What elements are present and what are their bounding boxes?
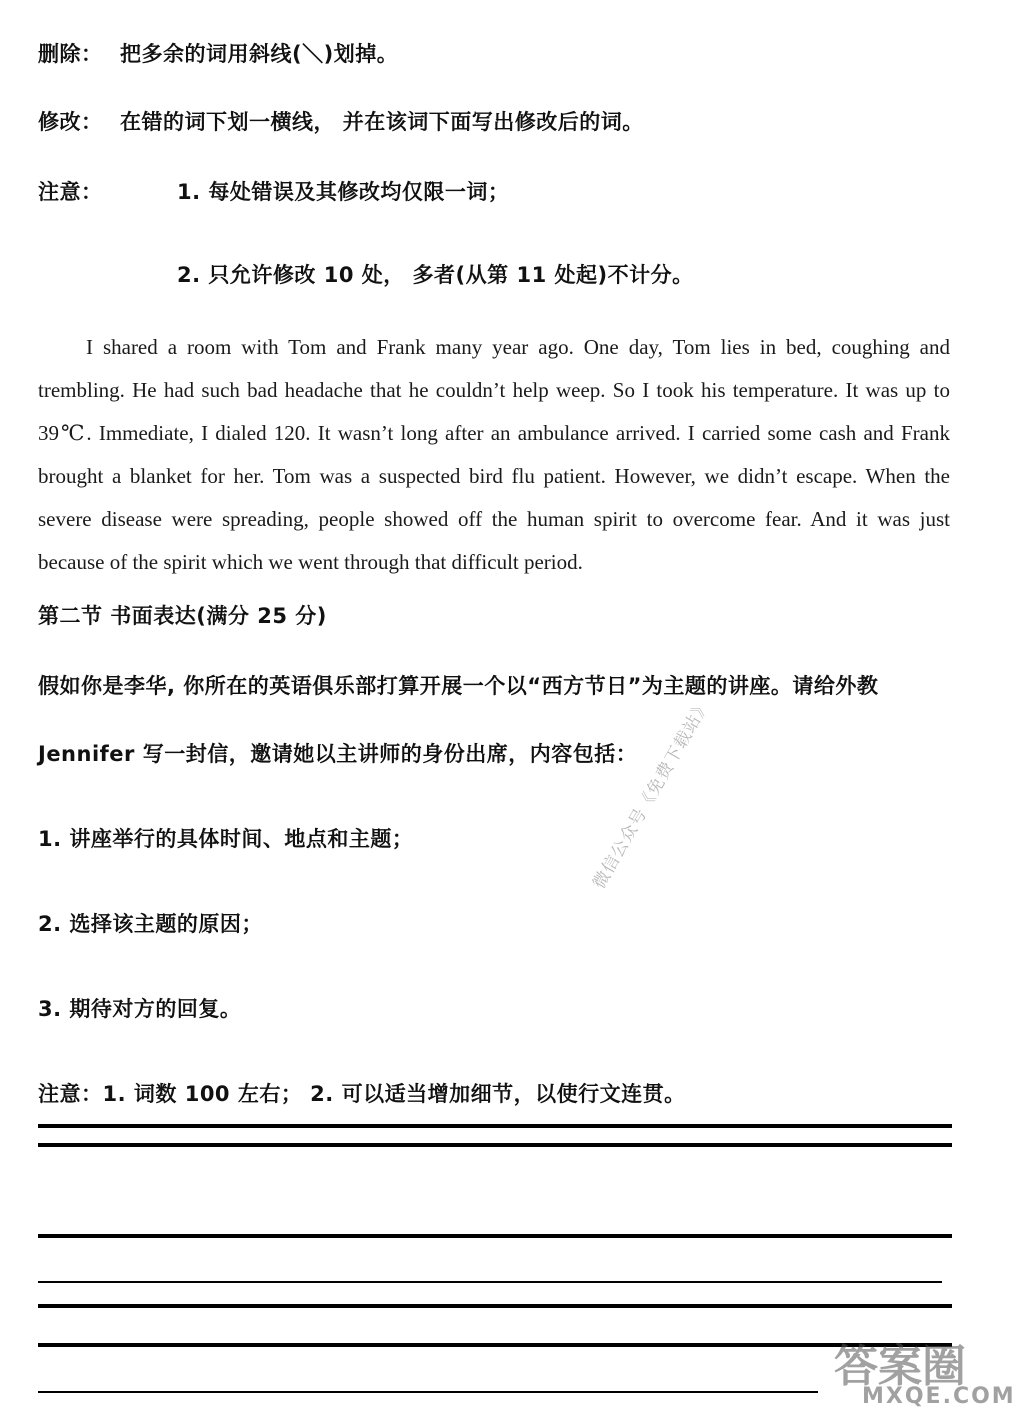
content-item-2: 2. 选择该主题的原因； [38, 912, 263, 936]
answer-line [38, 1304, 952, 1308]
note-item-1: 1. 每处错误及其修改均仅限一词； [177, 180, 510, 204]
answer-line [38, 1281, 942, 1283]
logo-site-text: MXQE.COM [862, 1384, 1016, 1409]
writing-notes: 注意：1. 词数 100 左右； 2. 可以适当增加细节，以使行文连贯。 [38, 1082, 686, 1106]
answer-line [38, 1234, 952, 1238]
writing-prompt-line-1: 假如你是李华, 你所在的英语俱乐部打算开展一个以“西方节日”为主题的讲座。请给外教 [38, 674, 879, 698]
delete-rule-label: 删除： [38, 42, 103, 66]
answer-line [38, 1391, 818, 1393]
answer-line [38, 1343, 952, 1347]
answer-line [38, 1143, 952, 1147]
modify-rule-text: 在错的词下划一横线， 并在该词下面写出修改后的词。 [120, 110, 644, 134]
logo-main-text: 答案圈 [834, 1341, 966, 1392]
delete-rule-text: 把多余的词用斜线(＼)划掉。 [120, 42, 399, 66]
content-item-3: 3. 期待对方的回复。 [38, 997, 242, 1021]
section-title: 第二节 书面表达(满分 25 分) [38, 604, 327, 628]
note-item-2: 2. 只允许修改 10 处， 多者(从第 11 处起)不计分。 [177, 263, 694, 287]
site-logo [822, 1330, 1016, 1415]
modify-rule-label: 修改： [38, 110, 103, 134]
content-item-1: 1. 讲座举行的具体时间、地点和主题； [38, 827, 414, 851]
error-correction-passage: I shared a room with Tom and Frank many year ago. One day, Tom lies in bed, coughing and trembling. He had such bad headache that he couldn’t help weep. So I took his temperature. It was up to 39℃. Immediate, I dialed 120. It wasn’t long after an ambulance arrived. I carried some cash and Frank brought a blanket for her. Tom was a suspected bird flu patient. However, we didn’t escape. When the severe disease were spreading, people showed off the human spirit to overcome fear. And it was just because of the spirit which we went through that difficult period. [38, 335, 950, 574]
writing-prompt-line-2: Jennifer 写一封信，邀请她以主讲师的身份出席，内容包括： [38, 742, 638, 766]
watermark-text: 微信公众号《免费下载站》 [589, 695, 715, 893]
note-label: 注意： [38, 180, 103, 204]
answer-line [38, 1124, 952, 1128]
